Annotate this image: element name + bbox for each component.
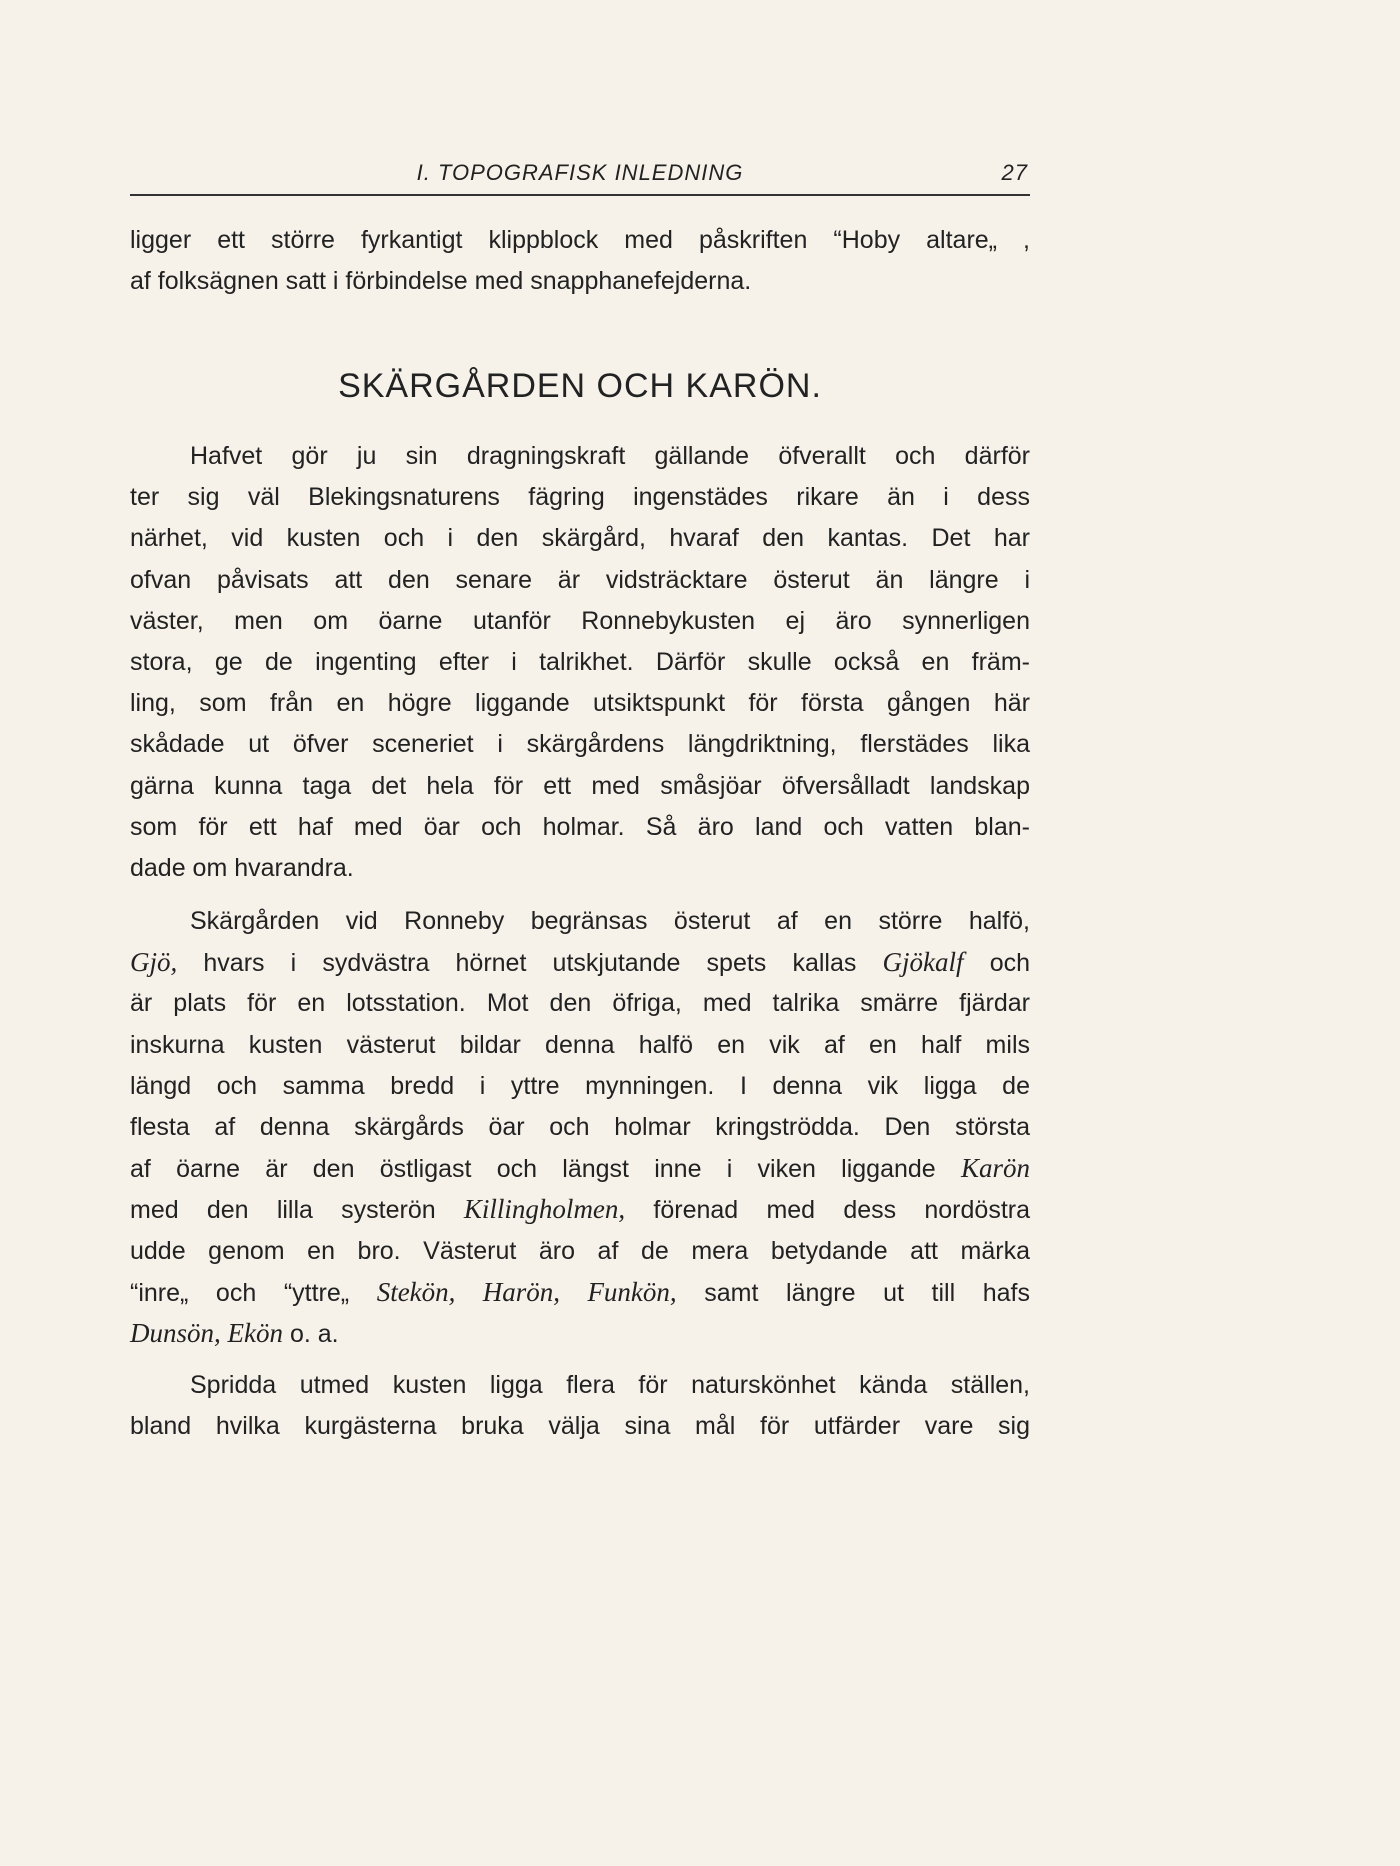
place-name: Gjökalf bbox=[882, 947, 964, 978]
text-line: väster, men om öarne utanför Ronnebykusten ej äro synnerligen bbox=[130, 606, 1030, 635]
text-line bbox=[130, 1313, 1030, 1354]
text-line: närhet, vid kusten och i den skärgård, hvaraf den kantas. Det har bbox=[130, 524, 1030, 553]
text-line: Hafvet gör ju sin dragningskraft gällande öfverallt och därför bbox=[190, 442, 1030, 470]
text-line: ligger ett större fyrkantigt klippblock med påskriften “Hoby altare„ , bbox=[130, 226, 1030, 254]
place-name: Dunsön, Ekön bbox=[130, 1317, 283, 1348]
running-header bbox=[130, 154, 1030, 196]
paragraph-spridda bbox=[130, 1365, 1030, 1447]
text-line: ling, som från en högre liggande utsiktspunkt för första gången här bbox=[130, 689, 1030, 718]
text-line: ter sig väl Blekingsnaturens fägring ingenstädes rikare än i dess bbox=[130, 483, 1030, 512]
text-line: af folksägnen satt i förbindelse med snapphanefejderna. bbox=[130, 267, 752, 296]
text-line: är plats för en lotsstation. Mot den öfriga, med talrika smärre fjärdar bbox=[130, 989, 1030, 1018]
text-span: “inre„ och “yttre„ bbox=[130, 1278, 350, 1307]
text-line: Skärgården vid Ronneby begränsas österut af en större halfö, bbox=[190, 907, 1030, 935]
text-span: samt längre ut till hafs bbox=[704, 1278, 1030, 1307]
text-span: och bbox=[989, 949, 1030, 978]
text-line: dade om hvarandra. bbox=[130, 853, 354, 882]
text-span: förenad med dess nordöstra bbox=[653, 1196, 1030, 1225]
text-line bbox=[130, 1148, 1030, 1189]
text-line: längd och samma bredd i yttre mynningen. I denna vik ligga de bbox=[130, 1071, 1030, 1100]
text-line: inskurna kusten västerut bildar denna halfö en vik af en half mils bbox=[130, 1030, 1030, 1059]
paragraph-skargarden bbox=[130, 901, 1030, 1354]
text-line bbox=[130, 1272, 1030, 1313]
text-span: o. a. bbox=[289, 1319, 339, 1348]
text-line bbox=[130, 942, 1030, 983]
opening-paragraph bbox=[130, 220, 1030, 302]
text-span: med den lilla systerön bbox=[130, 1196, 436, 1225]
place-name: Stekön, Harön, Funkön, bbox=[376, 1276, 677, 1307]
text-line: stora, ge de ingenting efter i talrikhet. Därför skulle också en främ- bbox=[130, 647, 1030, 676]
text-line: gärna kunna taga det hela för ett med småsjöar öfversålladt landskap bbox=[130, 771, 1030, 800]
text-span: af öarne är den östligast och längst inne i viken liggande bbox=[130, 1155, 936, 1184]
paragraph-hafvet bbox=[130, 436, 1030, 889]
text-line: bland hvilka kurgästerna bruka välja sina mål för utfärder vare sig bbox=[130, 1412, 1030, 1441]
text-line: ofvan påvisats att den senare är vidsträcktare österut än längre i bbox=[130, 565, 1030, 594]
text-line: skådade ut öfver sceneriet i skärgårdens längdriktning, flerstädes lika bbox=[130, 730, 1030, 759]
text-line bbox=[130, 1189, 1030, 1230]
text-line: udde genom en bro. Västerut äro af de mera betydande att märka bbox=[130, 1236, 1030, 1265]
text-line: flesta af denna skärgårds öar och holmar kringströdda. Den största bbox=[130, 1112, 1030, 1141]
header-title: I. TOPOGRAFISK INLEDNING bbox=[416, 160, 744, 185]
section-heading: SKÄRGÅRDEN OCH KARÖN. bbox=[338, 367, 822, 405]
page-number: 27 bbox=[1001, 160, 1028, 185]
place-name: Karön bbox=[960, 1153, 1030, 1184]
text-span: hvars i sydvästra hörnet utskjutande spets kallas bbox=[203, 949, 857, 978]
text-line: som för ett haf med öar och holmar. Så äro land och vatten blan- bbox=[130, 812, 1030, 841]
place-name: Gjö, bbox=[130, 947, 178, 978]
text-line: Spridda utmed kusten ligga flera för naturskönhet kända ställen, bbox=[190, 1371, 1030, 1399]
place-name: Killingholmen, bbox=[463, 1194, 626, 1225]
